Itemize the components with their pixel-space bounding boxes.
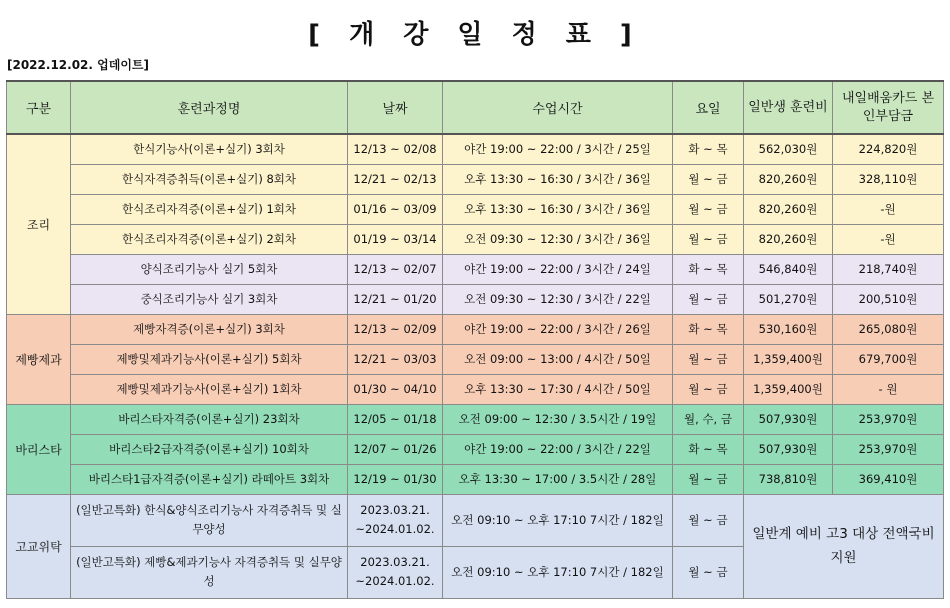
course-name: (일반고특화) 제빵&제과기능사 자격증취득 및 실무양성: [71, 546, 348, 598]
fee-general: 820,260원: [744, 224, 833, 254]
course-time: 오전 09:10 ~ 오후 17:10 7시간 / 182일: [443, 546, 673, 598]
fee-card: - 원: [833, 374, 944, 404]
course-name: (일반고특화) 한식&양식조리기능사 자격증취득 및 실무양성: [71, 494, 348, 546]
table-row: [7, 254, 944, 284]
update-note: [2022.12.02. 업데이트]: [7, 58, 149, 72]
course-time: 야간 19:00 ~ 22:00 / 3시간 / 24일: [443, 254, 673, 284]
fee-general: 530,160원: [744, 314, 833, 344]
course-dates: 2023.03.21. ~2024.01.02.: [348, 546, 443, 598]
table-row: [7, 494, 944, 546]
category-baking: 제빵제과: [7, 314, 71, 404]
schedule-table: [6, 80, 944, 599]
course-name: 바리스타1급자격증(이론+실기) 라떼아트 3회차: [71, 464, 348, 494]
fee-card: -원: [833, 194, 944, 224]
school-funding-note: 일반계 예비 고3 대상 전액국비지원: [744, 494, 944, 598]
category-barista: 바리스타: [7, 404, 71, 494]
course-time: 오후 13:30 ~ 17:00 / 3.5시간 / 28일: [443, 464, 673, 494]
course-time: 야간 19:00 ~ 22:00 / 3시간 / 26일: [443, 314, 673, 344]
course-name: 양식조리기능사 실기 5회차: [71, 254, 348, 284]
table-row: [7, 194, 944, 224]
table-row: [7, 224, 944, 254]
course-time: 오전 09:00 ~ 13:00 / 4시간 / 50일: [443, 344, 673, 374]
course-weekday: 화 ~ 목: [673, 314, 744, 344]
course-weekday: 월 ~ 금: [673, 494, 744, 546]
fee-card: 200,510원: [833, 284, 944, 314]
fee-general: 562,030원: [744, 134, 833, 164]
header-row: [7, 81, 944, 134]
table-row: [7, 314, 944, 344]
table-row: [7, 134, 944, 164]
course-name: 제빵및제과기능사(이론+실기) 1회차: [71, 374, 348, 404]
course-name: 바리스타자격증(이론+실기) 23회차: [71, 404, 348, 434]
category-school: 고교위탁: [7, 494, 71, 598]
table-row: [7, 464, 944, 494]
course-weekday: 월 ~ 금: [673, 224, 744, 254]
course-name: 바리스타2급자격증(이론+실기) 10회차: [71, 434, 348, 464]
header-class-time: 수업시간: [443, 81, 673, 134]
course-weekday: 월 ~ 금: [673, 374, 744, 404]
course-time: 야간 19:00 ~ 22:00 / 3시간 / 22일: [443, 434, 673, 464]
course-weekday: 월 ~ 금: [673, 344, 744, 374]
table-row: [7, 434, 944, 464]
category-cooking: 조리: [7, 134, 71, 314]
header-fee-general: 일반생 훈련비: [744, 81, 833, 134]
fee-card: 679,700원: [833, 344, 944, 374]
course-weekday: 화 ~ 목: [673, 254, 744, 284]
course-name: 한식기능사(이론+실기) 3회차: [71, 134, 348, 164]
course-time: 오후 13:30 ~ 16:30 / 3시간 / 36일: [443, 164, 673, 194]
table-row: [7, 344, 944, 374]
course-dates: 12/05 ~ 01/18: [348, 404, 443, 434]
fee-card: 369,410원: [833, 464, 944, 494]
course-weekday: 월, 수, 금: [673, 404, 744, 434]
course-weekday: 월 ~ 금: [673, 194, 744, 224]
table-row: [7, 374, 944, 404]
fee-card: 253,970원: [833, 434, 944, 464]
course-weekday: 월 ~ 금: [673, 164, 744, 194]
course-weekday: 월 ~ 금: [673, 546, 744, 598]
header-fee-card: 내일배움카드 본인부담금: [833, 81, 944, 134]
header-course: 훈련과정명: [71, 81, 348, 134]
header-category: 구분: [7, 81, 71, 134]
course-dates: 12/07 ~ 01/26: [348, 434, 443, 464]
page-title: [ 개 강 일 정 표 ]: [308, 20, 642, 50]
course-time: 오후 13:30 ~ 17:30 / 4시간 / 50일: [443, 374, 673, 404]
course-time: 야간 19:00 ~ 22:00 / 3시간 / 25일: [443, 134, 673, 164]
course-weekday: 화 ~ 목: [673, 134, 744, 164]
fee-card: 218,740원: [833, 254, 944, 284]
course-time: 오전 09:10 ~ 오후 17:10 7시간 / 182일: [443, 494, 673, 546]
course-name: 한식조리자격증(이론+실기) 1회차: [71, 194, 348, 224]
course-weekday: 월 ~ 금: [673, 464, 744, 494]
fee-card: 253,970원: [833, 404, 944, 434]
course-dates: 01/19 ~ 03/14: [348, 224, 443, 254]
fee-general: 820,260원: [744, 194, 833, 224]
course-dates: 12/13 ~ 02/09: [348, 314, 443, 344]
table-row: [7, 284, 944, 314]
fee-general: 546,840원: [744, 254, 833, 284]
header-dates: 날짜: [348, 81, 443, 134]
course-time: 오전 09:30 ~ 12:30 / 3시간 / 36일: [443, 224, 673, 254]
fee-card: -원: [833, 224, 944, 254]
course-name: 제빵및제과기능사(이론+실기) 5회차: [71, 344, 348, 374]
table-row: [7, 164, 944, 194]
course-weekday: 화 ~ 목: [673, 434, 744, 464]
fee-general: 738,810원: [744, 464, 833, 494]
fee-card: 328,110원: [833, 164, 944, 194]
course-weekday: 월 ~ 금: [673, 284, 744, 314]
fee-card: 265,080원: [833, 314, 944, 344]
fee-general: 820,260원: [744, 164, 833, 194]
fee-general: 507,930원: [744, 434, 833, 464]
course-dates: 12/21 ~ 03/03: [348, 344, 443, 374]
course-name: 제빵자격증(이론+실기) 3회차: [71, 314, 348, 344]
course-dates: 01/30 ~ 04/10: [348, 374, 443, 404]
course-time: 오전 09:30 ~ 12:30 / 3시간 / 22일: [443, 284, 673, 314]
course-dates: 2023.03.21. ~2024.01.02.: [348, 494, 443, 546]
course-dates: 12/21 ~ 02/13: [348, 164, 443, 194]
course-dates: 01/16 ~ 03/09: [348, 194, 443, 224]
course-time: 오전 09:00 ~ 12:30 / 3.5시간 / 19일: [443, 404, 673, 434]
fee-general: 507,930원: [744, 404, 833, 434]
course-name: 한식조리자격증(이론+실기) 2회차: [71, 224, 348, 254]
course-dates: 12/13 ~ 02/07: [348, 254, 443, 284]
course-dates: 12/13 ~ 02/08: [348, 134, 443, 164]
course-time: 오후 13:30 ~ 16:30 / 3시간 / 36일: [443, 194, 673, 224]
fee-general: 1,359,400원: [744, 374, 833, 404]
course-name: 중식조리기능사 실기 3회차: [71, 284, 348, 314]
table-row: [7, 404, 944, 434]
fee-general: 1,359,400원: [744, 344, 833, 374]
fee-general: 501,270원: [744, 284, 833, 314]
header-weekday: 요일: [673, 81, 744, 134]
course-name: 한식자격증취득(이론+실기) 8회차: [71, 164, 348, 194]
fee-card: 224,820원: [833, 134, 944, 164]
course-dates: 12/21 ~ 01/20: [348, 284, 443, 314]
course-dates: 12/19 ~ 01/30: [348, 464, 443, 494]
